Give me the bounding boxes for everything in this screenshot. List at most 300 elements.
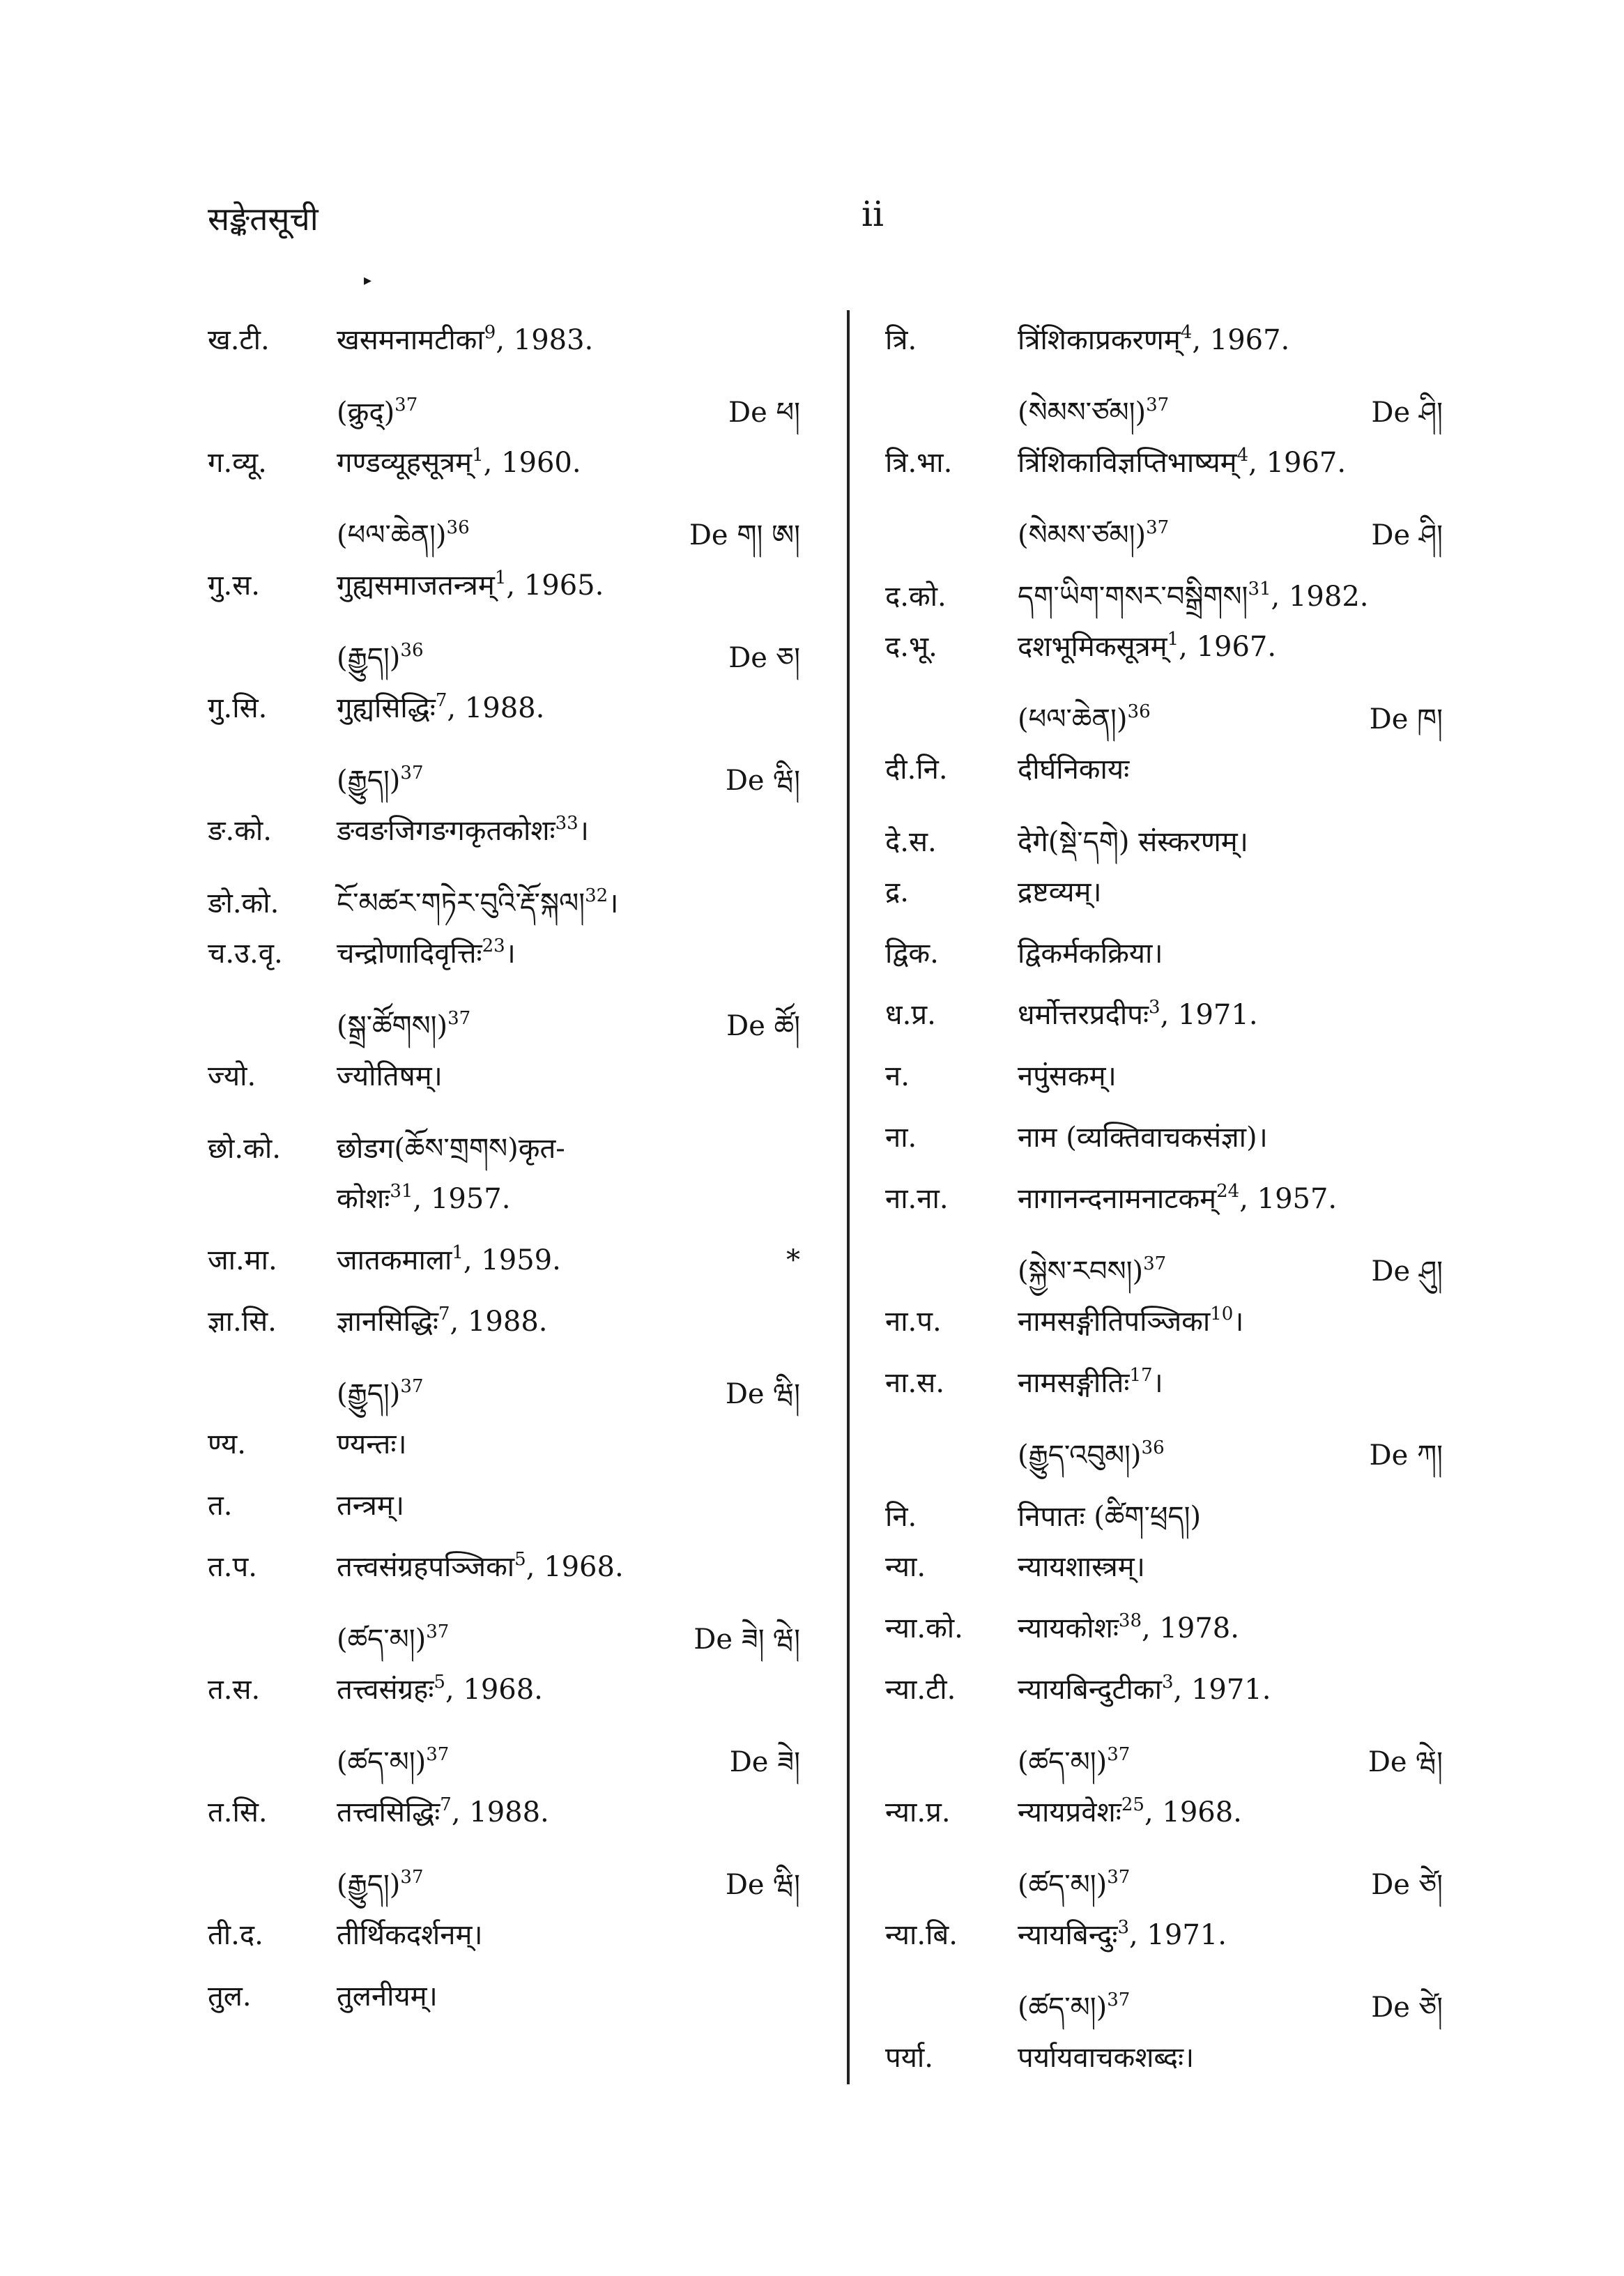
abbreviation-entry [885,1055,1457,1117]
entry-reference: De ཝི། [725,1869,800,1901]
entry-title [1018,626,1276,664]
abbreviation-entry [208,319,814,442]
entry-subtitle-footnote: 37 [447,1007,471,1029]
entry-title [337,810,589,848]
entry-abbreviation: पर्या. [885,2042,933,2074]
entry-title-text: द्रष्टव्यम् [1018,876,1091,908]
entry-title-tail: , 1965. [506,570,604,602]
entry-title-tail: , 1988. [451,1796,549,1828]
entry-title [1018,749,1129,787]
entry-title [1018,2037,1194,2075]
entry-reference: De ཤི། [1371,397,1443,429]
entry-reference: De ཝི། [725,1378,800,1410]
entry-sub-line [208,1853,814,1914]
entry-title-tail: । [431,1060,443,1092]
entry-title [1018,442,1346,480]
entry-title-tail: । [472,1919,483,1951]
entry-abbreviation: दी.नि. [885,754,948,786]
entry-subtitle-text: (ཕལ་ཆེན།) [337,519,447,551]
entry-subtitle-footnote: 37 [426,1743,450,1765]
abbreviation-entry [885,810,1457,871]
entry-title [1018,871,1102,910]
entry-subtitle-text: (ཚད་མ།) [337,1624,427,1656]
entry-title-tail: , 1971. [1129,1919,1227,1951]
entry-main-line [208,871,814,933]
abbreviation-entry [208,565,814,687]
entry-abbreviation: ज्यो. [208,1060,256,1092]
entry-title-text: तन्त्रम् [337,1490,394,1522]
entry-title [337,442,581,480]
entry-main-line [208,1976,814,2037]
entry-subtitle-footnote: 36 [446,517,470,538]
entry-title-footnote: 1 [472,444,484,466]
entry-title-tail: । [1237,826,1248,858]
entry-title-text: तुलनीयम् [337,1980,427,2012]
entry-abbreviation: त.प. [208,1551,257,1583]
entry-sub-line [208,381,814,442]
entry-title [337,933,516,971]
entry-title-footnote: 7 [438,1303,450,1324]
entry-title-tail: । [1233,1306,1244,1338]
entry-title-tail: , 1982. [1271,581,1369,613]
entry-reference: De ཤི། [1371,519,1443,551]
entry-subtitle-footnote: 37 [400,1375,424,1397]
entry-subtitle-footnote: 37 [1107,1989,1131,2010]
entry-main-line [208,1423,814,1485]
entry-title-text: नामसङ्गीतिः [1018,1367,1130,1399]
entry-title-footnote: 5 [434,1671,445,1693]
entry-main-line [885,1669,1457,1730]
entry-subtitle [337,392,418,430]
abbreviation-entry [208,1546,814,1669]
entry-title-text: चन्द्रोणादिवृत्तिः [337,938,482,970]
entry-sub-line [208,749,814,810]
entry-abbreviation: द.भू. [885,631,937,663]
entry-subtitle-footnote: 36 [1141,1437,1165,1458]
entry-title-footnote: 1 [1167,628,1179,650]
entry-title-footnote: 10 [1210,1303,1234,1324]
abbreviation-entry [885,1362,1457,1485]
abbreviation-entry [208,1117,814,1239]
entry-title-tail: । [608,887,619,919]
abbreviation-entry [885,319,1457,442]
entry-main-line [208,810,814,871]
entry-main-line [208,1301,814,1362]
entry-title-text: तत्त्वसंग्रहपञ्जिका [337,1551,515,1583]
entry-subtitle-text: (རྒྱུད།) [337,642,401,674]
entry-abbreviation: तुल. [208,1980,252,2012]
abbreviation-entry [885,933,1457,994]
entry-title-text: ङवङजिगङगकृतकोशः [337,815,556,847]
entry-reference: De ཟེ། [729,1746,800,1778]
entry-title-tail: । [1091,876,1102,908]
entry-title-text: न्यायबिन्दुटीका [1018,1674,1162,1706]
entry-title [337,1301,548,1339]
entry-reference: De ཤུ། [1371,1255,1443,1288]
entry-title-text: पर्यायवाचकशब्दः [1018,2042,1184,2074]
entry-main-line [885,1178,1457,1239]
entry-abbreviation: न्या.टी. [885,1674,956,1706]
entry-title [1018,1178,1337,1216]
entry-title-footnote: 7 [435,689,447,711]
entry-main-line [208,1485,814,1546]
entry-abbreviation: त.सि. [208,1796,268,1828]
entry-title-tail: , 1988. [447,692,545,724]
abbreviation-entry [885,442,1457,565]
entry-title-footnote: 3 [1117,1916,1129,1938]
right-column [885,319,1457,2098]
entry-subtitle-text: (སེམས་ཙམ།) [1018,519,1147,551]
entry-title-tail: , 1968. [445,1674,543,1706]
entry-subtitle-text: (རྒྱུད།) [337,1869,401,1901]
entry-title-footnote: 25 [1121,1794,1144,1815]
entry-title [1018,994,1258,1032]
entry-subtitle-footnote: 36 [400,639,424,661]
abbreviation-entry [885,1792,1457,1914]
entry-title [337,1485,404,1523]
entry-title-tail: , 1971. [1160,999,1258,1031]
entry-abbreviation: ना. [885,1122,917,1154]
entry-abbreviation: न्या.प्र. [885,1796,951,1828]
abbreviation-entry [885,1178,1457,1301]
entry-title-text: न्यायबिन्दुः [1018,1919,1118,1951]
entry-subtitle-text: (ཚད་མ།) [1018,1869,1108,1901]
entry-title-text: तीर्थिकदर्शनम् [337,1919,473,1951]
abbreviation-entry [208,1914,814,1976]
entry-abbreviation: द.को. [885,581,947,613]
entry-title-text: द्विकर्मकक्रिया [1018,938,1153,970]
entry-sub-line [885,1239,1457,1301]
entry-title [337,687,544,726]
entry-abbreviation: न. [885,1060,910,1092]
entry-main-line [885,933,1457,994]
abbreviation-entry [208,1485,814,1546]
entry-title-tail: , 1988. [450,1306,548,1338]
entry-subtitle-footnote: 36 [1127,701,1151,722]
entry-title-footnote: 4 [1236,444,1249,466]
entry-abbreviation: ज्ञा.सि. [208,1306,277,1338]
entry-subtitle-text: (སྐྱེས་རབས།) [1018,1255,1144,1288]
entry-sub-line [208,994,814,1055]
entry-title-text: गुह्यसिद्धिः [337,692,436,724]
page-number: ii [861,194,884,234]
entry-subtitle-footnote: 37 [1146,394,1170,415]
entry-title-tail: , 1957. [1239,1183,1338,1215]
entry-subtitle-footnote: 37 [426,1621,450,1642]
entry-title-tail: । [393,1490,404,1522]
entry-subtitle-text: (རྒྱུད་འབུམ།) [1018,1439,1142,1472]
entry-subtitle [337,1178,510,1216]
entry-title-text: जातकमाला [337,1244,452,1276]
entry-main-line [885,994,1457,1055]
entry-subtitle-text: (ཚད་མ།) [1018,1746,1108,1778]
entry-title-footnote: 3 [1149,996,1160,1018]
entry-title-text: ण्यन्तः [337,1428,397,1460]
entry-title-footnote: 23 [482,935,505,956]
entry-title-footnote: 17 [1129,1364,1153,1386]
entry-title-text: धर्मोत्तरप्रदीपः [1018,999,1149,1031]
entry-title-text: गण्डव्यूहसूत्रम् [337,447,473,479]
entry-reference: De ཅ། [728,642,800,674]
entry-subtitle-footnote: 37 [394,394,418,415]
entry-title [337,1239,561,1278]
entry-title [1018,933,1163,971]
entry-abbreviation: ङो.को. [208,887,279,919]
entry-title [1018,1362,1163,1400]
entry-title-text: ज्योतिषम् [337,1060,432,1092]
abbreviation-entry [885,1117,1457,1178]
entry-title-footnote: 4 [1180,321,1193,343]
abbreviation-entry [208,442,814,565]
entry-sub-line [208,1362,814,1423]
entry-title [337,1976,438,2014]
abbreviation-entry [885,1607,1457,1669]
entry-title-footnote: 32 [585,885,608,906]
entry-main-line [885,1362,1457,1423]
entry-abbreviation: छो.को. [208,1133,281,1165]
entry-title-tail: , 1960. [483,447,581,479]
entry-subtitle-tail: , 1957. [413,1183,511,1215]
entry-abbreviation: द्र. [885,876,909,908]
entry-main-line [208,1117,814,1178]
entry-subtitle-text: (སྒྲ་ཚོགས།) [337,1010,448,1042]
entry-title-footnote: 9 [484,321,496,343]
entry-reference: De ག། ཨ། [689,519,800,551]
column-divider [847,310,850,2084]
entry-abbreviation: द्विक. [885,938,939,970]
entry-subtitle-text: कोशः [337,1183,390,1215]
entry-abbreviation: ङ.को. [208,815,272,847]
entry-subtitle-text: (ཕལ་ཆེན།) [1018,703,1128,735]
entry-subtitle-text: (क्रुद्) [337,397,395,429]
entry-title-text: देगे(སྡེ་དགེ) संस्करणम् [1018,826,1238,858]
entry-title-tail: । [1257,1122,1268,1154]
entry-title-tail: । [1134,1551,1145,1583]
entry-abbreviation: ना.स. [885,1367,945,1399]
entry-main-line [885,810,1457,871]
entry-main-line [208,1239,814,1301]
entry-title [1018,1669,1271,1707]
entry-title-tail: । [1105,1060,1117,1092]
entry-title-tail: , 1967. [1248,447,1347,479]
entry-sub-line [885,1853,1457,1914]
entry-title [1018,1914,1227,1953]
entry-sub-line [885,503,1457,565]
entry-title-tail: । [396,1428,407,1460]
entry-title [337,1546,624,1584]
entry-title-text: न्यायप्रवेशः [1018,1796,1121,1828]
entry-title [337,1792,549,1830]
entry-abbreviation: त. [208,1490,233,1522]
entry-title [337,319,593,358]
left-column [208,319,814,2037]
entry-subtitle-footnote: 37 [400,762,424,784]
abbreviation-entry [885,626,1457,749]
margin-mark: ▸ [364,272,372,289]
abbreviation-entry [208,1301,814,1423]
entry-title-text: न्यायकोशः [1018,1612,1119,1644]
entry-subtitle-footnote: 37 [1143,1253,1167,1274]
entry-title [1018,1792,1242,1830]
entry-main-line [885,626,1457,687]
entry-main-line [208,319,814,381]
entry-abbreviation: दे.स. [885,826,937,858]
entry-reference: De ཟེ། ཝེ། [694,1624,800,1656]
entry-abbreviation: गु.स. [208,570,260,602]
entry-abbreviation: जा.मा. [208,1244,277,1276]
entry-sub-line [208,626,814,687]
entry-title [1018,1546,1145,1584]
entry-title-text: त्रिंशिकाविज्ञप्तिभाष्यम् [1018,447,1237,479]
entry-abbreviation: ती.द. [208,1919,263,1951]
entry-title-text: ངོ་མཚར་གཏེར་བུའི་རྡོ་སྐལ། [337,887,585,919]
entry-title-text: नागानन्दनामनाटकम् [1018,1183,1217,1215]
entry-title-text: तत्त्वसंग्रहः [337,1674,434,1706]
entry-sub-line [208,1730,814,1792]
entry-sub-line [885,687,1457,749]
entry-abbreviation: त्रि. [885,324,917,356]
entry-subtitle-footnote: 37 [1146,517,1170,538]
entry-title [1018,319,1289,358]
abbreviation-entry [208,810,814,871]
entry-title-tail: । [505,938,516,970]
entry-abbreviation: त.स. [208,1674,261,1706]
entry-title-text: न्यायशास्त्रम् [1018,1551,1135,1583]
entry-abbreviation: ग.व्यू. [208,447,267,479]
entry-title-footnote: 31 [1248,578,1271,599]
entry-title-tail: , 1983. [496,324,594,356]
entry-main-line [208,687,814,749]
entry-main-line [208,1546,814,1607]
entry-title-tail: , 1959. [463,1244,561,1276]
entry-title [337,1914,483,1953]
entry-subtitle-text: (སེམས་ཙམ།) [1018,397,1147,429]
entry-title-footnote: 5 [514,1548,526,1570]
entry-title-text: ज्ञानसिद्धिः [337,1306,438,1338]
entry-title [1018,1301,1243,1339]
entry-title-footnote: 1 [494,567,507,588]
entry-title-tail: , 1971. [1173,1674,1271,1706]
entry-main-line [885,1055,1457,1117]
entry-reference: De ཝི། [725,765,800,797]
abbreviation-entry [208,1423,814,1485]
entry-reference: De ཀ། [1369,1439,1443,1472]
entry-title [1018,1117,1268,1155]
entry-sub-line [208,1607,814,1669]
entry-abbreviation: ना.प. [885,1306,942,1338]
entry-title [337,1423,407,1462]
entry-subtitle-footnote: 37 [1107,1743,1131,1765]
entry-reference: De ཙེ། [1371,1992,1443,2024]
entry-main-line [208,1914,814,1976]
entry-title-tail: । [1152,938,1163,970]
entry-main-line [208,1792,814,1853]
abbreviation-entry [885,994,1457,1055]
abbreviation-entry [208,871,814,933]
abbreviation-entry [208,933,814,1055]
entry-title-text: छोडग(ཆོས་གྲགས)कृत- [337,1133,565,1165]
entry-title-text: खसमनामटीका [337,324,484,356]
entry-title-footnote: 33 [555,812,579,834]
abbreviation-entry [208,1669,814,1792]
entry-title [1018,1055,1117,1094]
entry-abbreviation: ण्य. [208,1428,246,1460]
entry-title-tail: । [1152,1367,1163,1399]
entry-title-tail: , 1968. [526,1551,624,1583]
abbreviation-entry [885,1914,1457,2037]
entry-abbreviation: ख.टी. [208,324,270,356]
entry-title-text: तत्त्वसिद्धिः [337,1796,441,1828]
entry-title-tail: , 1968. [1144,1796,1242,1828]
entry-title-tail: , 1967. [1179,631,1277,663]
entry-abbreviation: च.उ.वृ. [208,938,283,970]
entry-title-text: དག་ཡིག་གསར་བསྒྲིགས། [1018,581,1248,613]
entry-reference: De ཕ། [728,397,800,429]
abbreviation-entry [208,1976,814,2037]
entry-title-footnote: 38 [1118,1610,1142,1631]
entry-title-text: नाम (व्यक्तिवाचकसंज्ञा) [1018,1122,1257,1154]
page-header-title: सङ्केतसूची [208,200,319,238]
entry-reference: De ཝེ། [1368,1746,1443,1778]
entry-title-tail: । [578,815,589,847]
entry-title-tail: , 1967. [1192,324,1290,356]
entry-title-text: त्रिंशिकाप्रकरणम् [1018,324,1181,356]
entry-abbreviation: न्या.को. [885,1612,963,1644]
entry-main-line [885,319,1457,381]
abbreviation-entry [208,1055,814,1117]
abbreviation-entry [208,687,814,810]
entry-abbreviation: गु.सि. [208,692,268,724]
entry-title-text: दशभूमिकसूत्रम् [1018,631,1167,663]
entry-title-footnote: 1 [452,1242,464,1263]
entry-abbreviation: न्या.बि. [885,1919,958,1951]
abbreviation-entry [885,1669,1457,1792]
entry-title-text: गुह्यसमाजतन्त्रम् [337,570,495,602]
entry-title-tail: । [1183,2042,1195,2074]
entry-subtitle-text: (ཚད་མ།) [337,1746,427,1778]
abbreviation-entry [208,1792,814,1914]
entry-title-tail: , 1978. [1142,1612,1239,1644]
entry-subtitle-text: (རྒྱུད།) [337,765,401,797]
entry-reference: De ཁ། [1369,703,1443,735]
entry-sub-line [885,381,1457,442]
entry-title-text: नामसङ्गीतिपञ्जिका [1018,1306,1211,1338]
entry-main-line [885,1607,1457,1669]
entry-title [337,565,604,603]
entry-subtitle-footnote: 37 [1107,1866,1131,1888]
entry-sub-line [885,1976,1457,2037]
entry-title-text: नपुंसकम् [1018,1060,1106,1092]
entry-reference: De ཚོ། [726,1010,800,1042]
entry-abbreviation: त्रि.भा. [885,447,953,479]
entry-abbreviation: न्या. [885,1551,926,1583]
entry-sub-line [885,1730,1457,1792]
entry-main-line [208,933,814,994]
entry-title-text: निपातः (ཚིག་ཕྲད།) [1018,1501,1202,1533]
entry-title-footnote: 3 [1161,1671,1174,1693]
entry-abbreviation: ना.ना. [885,1183,949,1215]
entry-title-text: दीर्घनिकायः [1018,754,1130,786]
abbreviation-entry [208,1239,814,1301]
entry-subtitle-footnote: 37 [400,1866,424,1888]
entry-abbreviation: नि. [885,1501,917,1533]
entry-abbreviation: ध.प्र. [885,999,936,1031]
entry-title [1018,1607,1239,1646]
entry-title-footnote: 24 [1216,1180,1240,1202]
entry-subtitle-text: (ཚད་མ།) [1018,1992,1108,2024]
entry-title-tail: । [427,1980,438,2012]
entry-title [337,1055,443,1094]
